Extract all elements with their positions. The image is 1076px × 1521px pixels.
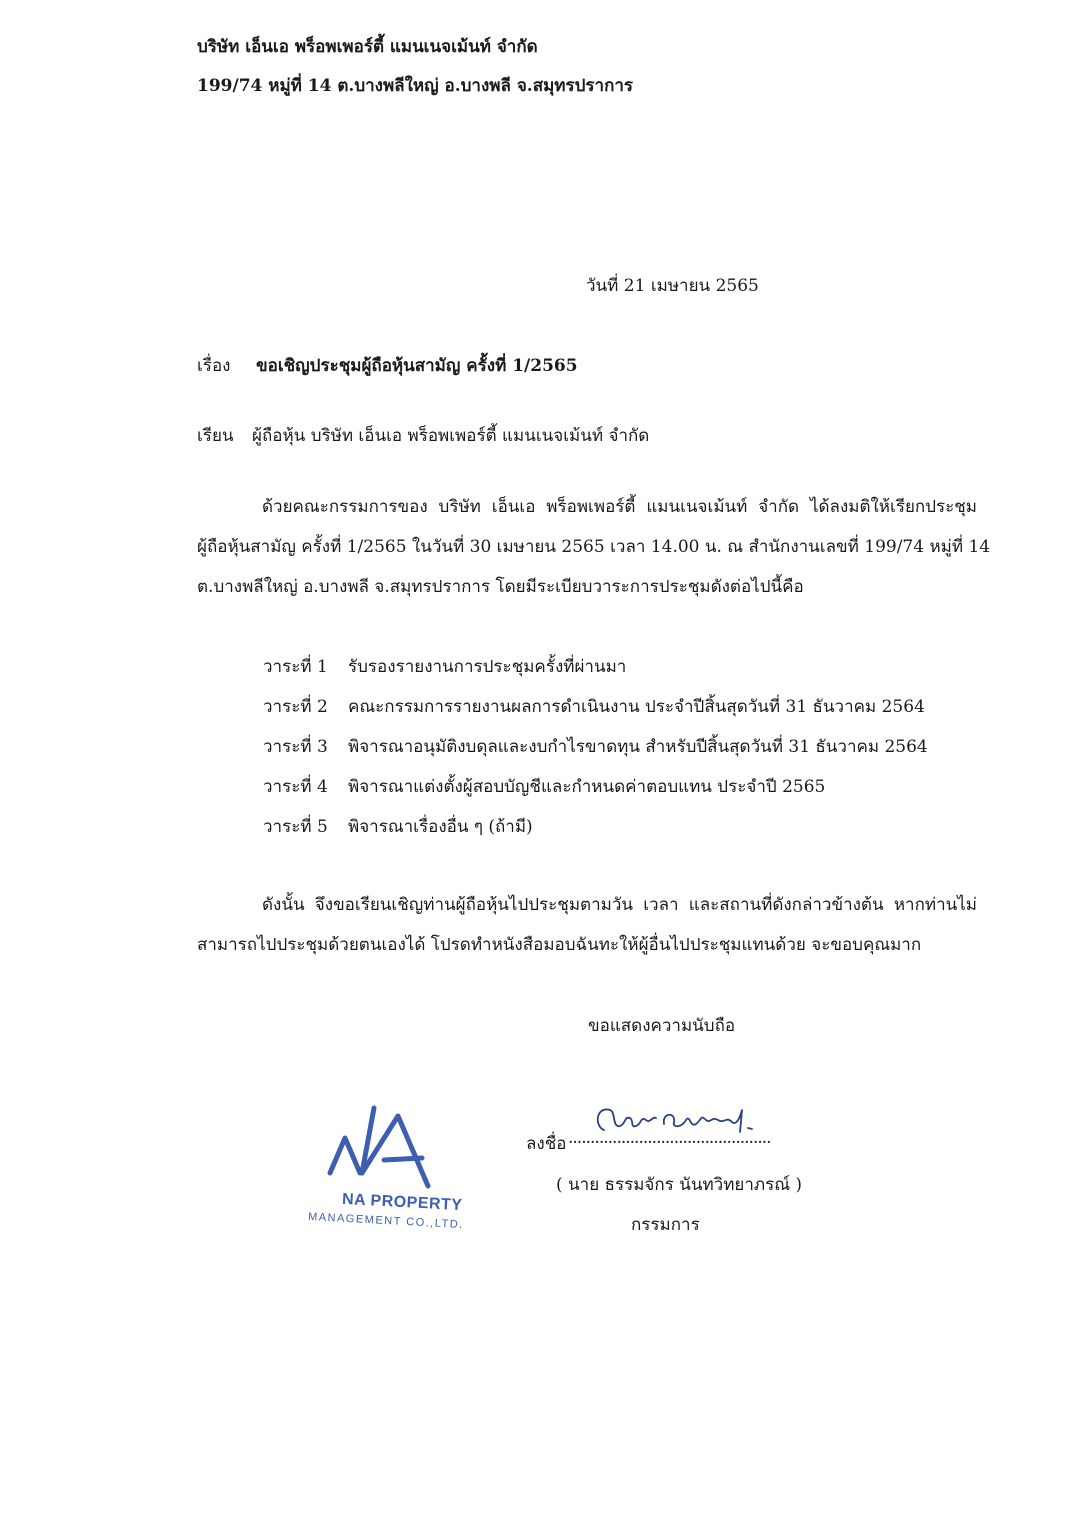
company-name: บริษัท เอ็นเอ พร็อพเพอร์ตี้ แมนเนจเม้นท์ จำกัด (197, 37, 538, 57)
recipient-text: ผู้ถือหุ้น บริษัท เอ็นเอ พร็อพเพอร์ตี้ แมนเนจเม้นท์ จำกัด (252, 426, 650, 446)
closing-line: ดังนั้น จึงขอเรียนเชิญท่านผู้ถือหุ้นไปประชุมตามวัน เวลา และสถานที่ดังกล่าวข้างต้น หากท่านไม่ (262, 895, 977, 915)
subject-label: เรื่อง (197, 356, 231, 376)
body-line: ด้วยคณะกรรมการของ บริษัท เอ็นเอ พร็อพเพอร์ตี้ แมนเนจเม้นท์ จำกัด ได้ลงมติให้เรียกประชุม (262, 497, 977, 517)
company-address: 199/74 หมู่ที่ 14 ต.บางพลีใหญ่ อ.บางพลี จ.สมุทรปราการ (197, 76, 634, 96)
signature-label: ลงชื่อ (526, 1134, 567, 1154)
recipient-label: เรียน (197, 426, 234, 446)
agenda-item: พิจารณาอนุมัติงบดุลและงบกำไรขาดทุน สำหรับปีสิ้นสุดวันที่ 31 ธันวาคม 2564 (348, 737, 928, 757)
stamp-line-2: MANAGEMENT CO.,LTD. (307, 1210, 465, 1232)
agenda-number: วาระที่ 4 (263, 777, 328, 797)
agenda-number: วาระที่ 1 (263, 657, 328, 677)
agenda-number: วาระที่ 3 (263, 737, 328, 757)
agenda-item: พิจารณาเรื่องอื่น ๆ (ถ้ามี) (348, 817, 533, 837)
agenda-item: พิจารณาแต่งตั้งผู้สอบบัญชีและกำหนดค่าตอบแทน ประจำปี 2565 (348, 777, 826, 797)
regards: ขอแสดงความนับถือ (588, 1016, 736, 1036)
handwritten-signature (590, 1098, 770, 1148)
stamp-line-1: NA PROPERTY (341, 1190, 463, 1215)
signature-dots: .............................................. (568, 1128, 771, 1148)
agenda-number: วาระที่ 5 (263, 817, 328, 837)
agenda-item: คณะกรรมการรายงานผลการดำเนินงาน ประจำปีสิ้นสุดวันที่ 31 ธันวาคม 2564 (348, 697, 925, 717)
letter-date: วันที่ 21 เมษายน 2565 (586, 276, 759, 296)
company-stamp (300, 1098, 520, 1238)
subject-text: ขอเชิญประชุมผู้ถือหุ้นสามัญ ครั้งที่ 1/2565 (256, 356, 578, 376)
body-line: ผู้ถือหุ้นสามัญ ครั้งที่ 1/2565 ในวันที่ 30 เมษายน 2565 เวลา 14.00 น. ณ สำนักงานเลขที่ 199/74 หมู่ที่ 14 (197, 537, 991, 557)
agenda-number: วาระที่ 2 (263, 697, 328, 717)
signatory-name: ( นาย ธรรมจักร นันทวิทยาภรณ์ ) (556, 1175, 803, 1195)
closing-line: สามารถไปประชุมด้วยตนเองได้ โปรดทำหนังสือมอบฉันทะให้ผู้อื่นไปประชุมแทนด้วย จะขอบคุณมาก (197, 935, 922, 955)
agenda-item: รับรองรายงานการประชุมครั้งที่ผ่านมา (348, 657, 627, 677)
body-line: ต.บางพลีใหญ่ อ.บางพลี จ.สมุทรปราการ โดยมีระเบียบวาระการประชุมดังต่อไปนี้คือ (197, 577, 804, 597)
signatory-position: กรรมการ (631, 1215, 700, 1235)
